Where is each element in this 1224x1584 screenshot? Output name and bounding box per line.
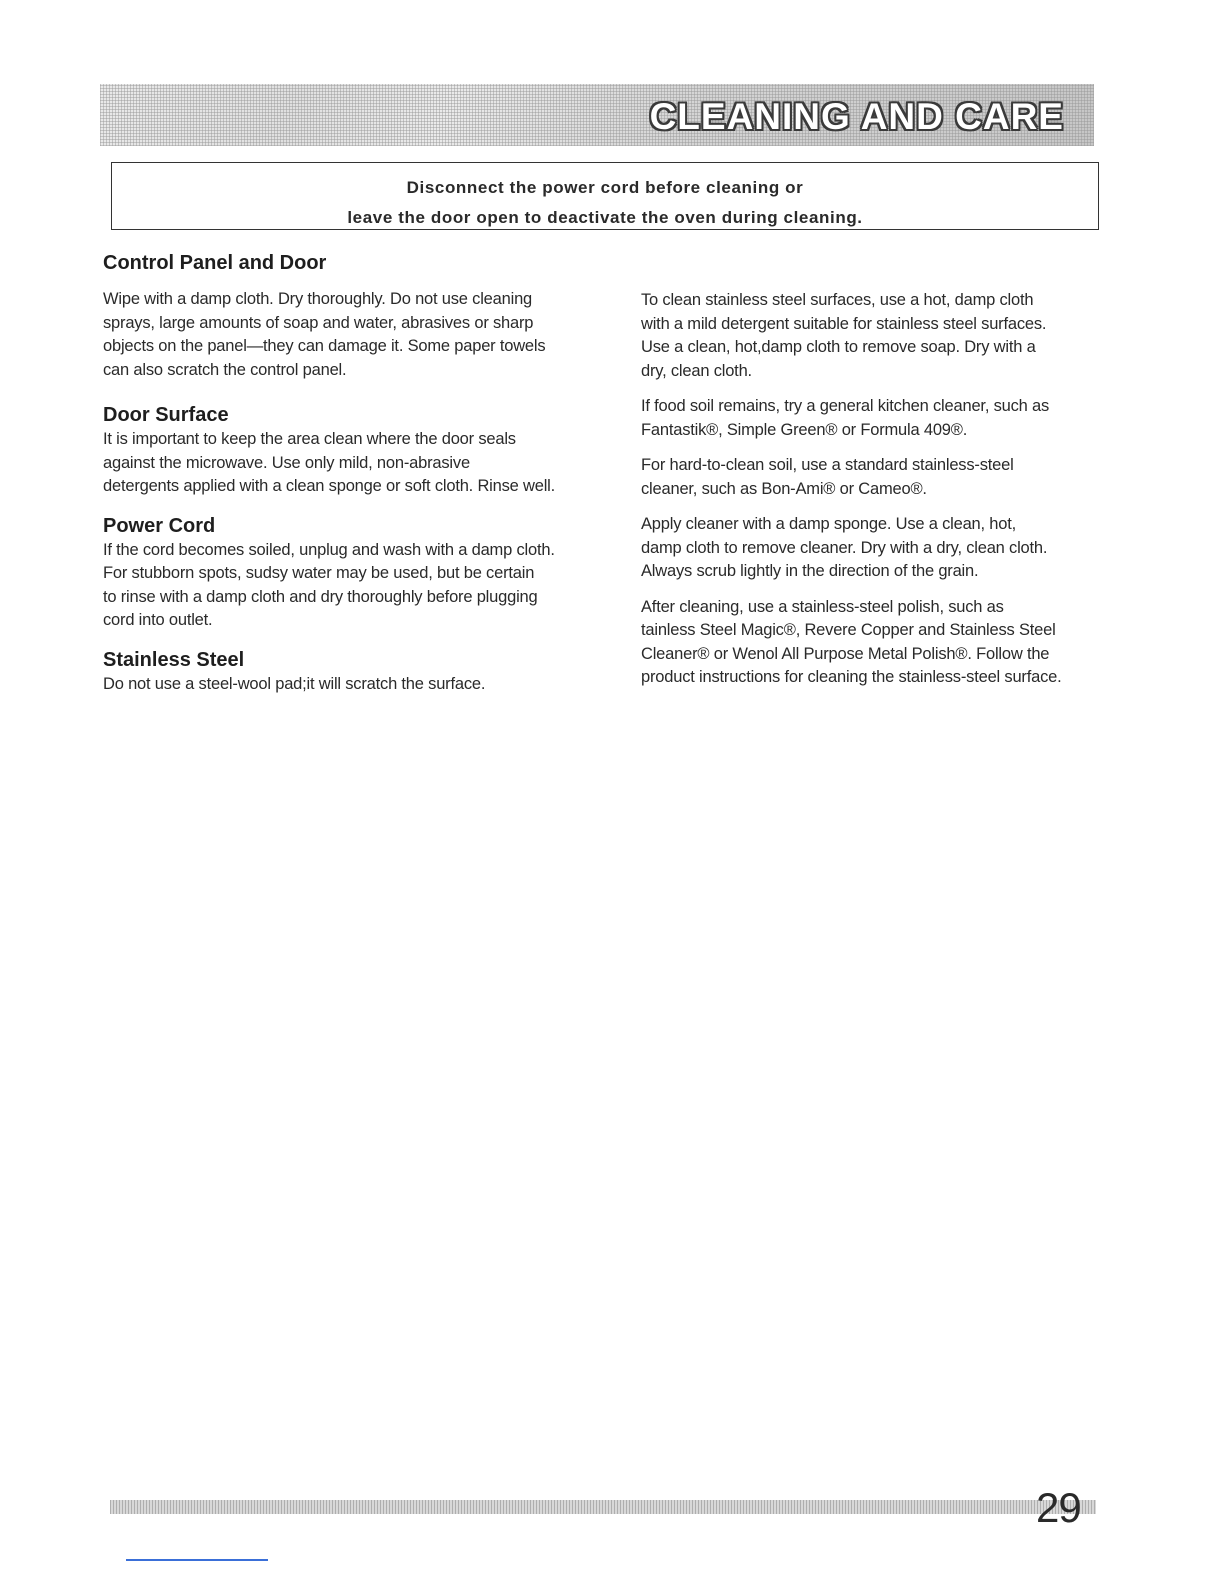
text-line: cleaner, such as Bon-Ami® or Cameo®. [641, 479, 927, 498]
left-column [103, 250, 608, 696]
power-cord-text [103, 539, 608, 633]
text-line: For hard-to-clean soil, use a standard stainless-steel [641, 456, 1014, 474]
text-line: against the microwave. Use only mild, non-abrasive [103, 453, 470, 472]
page-title: CLEANING AND CARE [649, 96, 1064, 137]
text-line: Always scrub lightly in the direction of the grain. [641, 562, 979, 580]
warning-line-2: leave the door open to deactivate the oven during cleaning. [347, 208, 863, 227]
text-line: If food soil remains, try a general kitchen cleaner, such as [641, 397, 1050, 415]
page-number: 29 [1036, 1484, 1081, 1531]
right-column [641, 289, 1111, 702]
text-line: To clean stainless steel surfaces, use a hot, damp cloth [641, 291, 1034, 309]
text-line: If the cord becomes soiled, unplug and wash with a damp cloth. [103, 540, 555, 559]
apply-cleaner-paragraph [641, 513, 1111, 584]
door-surface-text [103, 428, 608, 499]
heading-door-surface: Door Surface [103, 404, 229, 426]
section-power-cord [103, 513, 608, 633]
text-line: to rinse with a damp cloth and dry thoroughly before plugging [103, 587, 538, 606]
text-line: detergents applied with a clean sponge or soft cloth. Rinse well. [103, 477, 556, 495]
text-line: Use a clean, hot,damp cloth to remove soap. Dry with a [641, 338, 1036, 356]
heading-stainless-steel: Stainless Steel [103, 648, 245, 671]
control-panel-text [103, 288, 608, 382]
text-line: cord into outlet. [103, 611, 213, 629]
text-line: damp cloth to remove cleaner. Dry with a dry, clean cloth. [641, 538, 1048, 557]
text-line: It is important to keep the area clean where the door seals [103, 430, 516, 448]
section-banner [100, 84, 1094, 146]
section-door-surface [103, 402, 608, 499]
heading-control-panel: Control Panel and Door [103, 252, 327, 274]
text-line: For stubborn spots, sudsy water may be used, but be certain [103, 564, 535, 582]
text-line: Cleaner® or Wenol All Purpose Metal Polish®. Follow the [641, 644, 1050, 663]
section-control-panel [103, 250, 608, 382]
text-line: Apply cleaner with a damp sponge. Use a clean, hot, [641, 515, 1017, 533]
text-line: product instructions for cleaning the stainless-steel surface. [641, 668, 1062, 686]
warning-box [111, 162, 1099, 230]
text-line: sprays, large amounts of soap and water, abrasives or sharp [103, 313, 534, 332]
hard-soil-paragraph [641, 454, 1111, 501]
food-soil-paragraph [641, 395, 1111, 442]
polish-paragraph [641, 596, 1111, 690]
text-line: Wipe with a damp cloth. Dry thoroughly. Do not use cleaning [103, 290, 533, 308]
heading-power-cord: Power Cord [103, 514, 216, 537]
text-line: Do not use a steel-wool pad;it will scratch the surface. [103, 674, 486, 693]
text-line: tainless Steel Magic®, Revere Copper and Stainless Steel [641, 621, 1056, 639]
text-line: with a mild detergent suitable for stainless steel surfaces. [641, 314, 1047, 333]
stainless-steel-text [103, 673, 608, 697]
link-underline [126, 1559, 268, 1561]
text-line: dry, clean cloth. [641, 361, 752, 380]
stainless-cleaning-paragraph [641, 289, 1111, 383]
text-line: After cleaning, use a stainless-steel polish, such as [641, 597, 1004, 616]
section-stainless-steel [103, 647, 608, 697]
text-line: can also scratch the control panel. [103, 360, 347, 379]
text-line: Fantastik®, Simple Green® or Formula 409®. [641, 420, 968, 439]
warning-line-1: Disconnect the power cord before cleaning or [406, 178, 804, 197]
footer-bar [110, 1500, 1096, 1514]
text-line: objects on the panel—they can damage it. Some paper towels [103, 337, 546, 355]
